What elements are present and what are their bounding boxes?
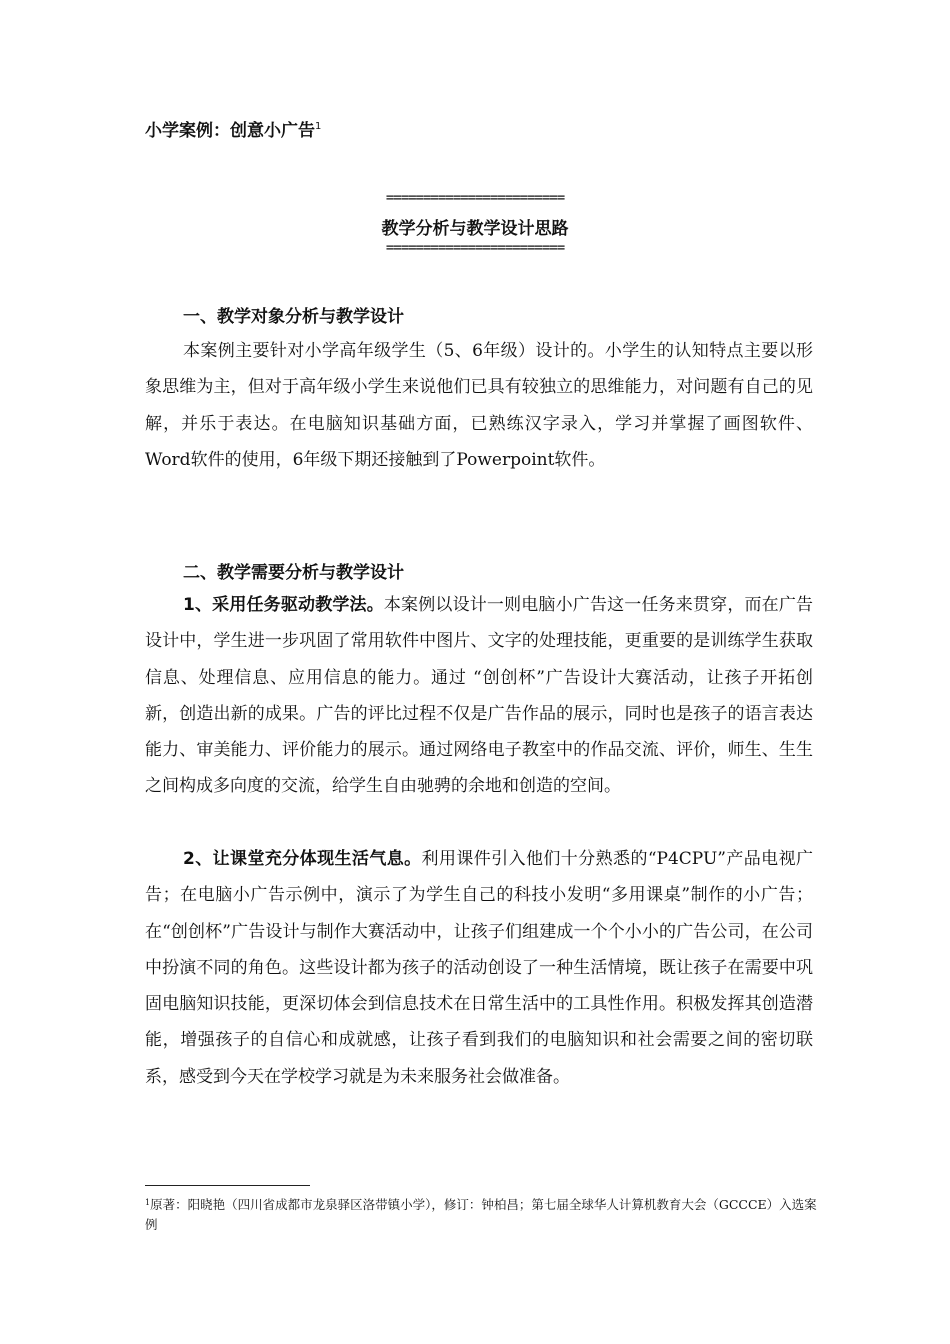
section2-heading: 二、教学需要分析与教学设计 [183, 563, 404, 583]
footnote-text: 原著：阳晓艳（四川省成都市龙泉驿区洛带镇小学），修订：钟柏昌；第七届全球华人计算机教育大会（GCCCE）入选案例 [145, 1197, 817, 1232]
banner-heading: 教学分析与教学设计思路 [381, 219, 569, 239]
banner-rule-top: ======================== [385, 190, 565, 206]
section2-item2-lead: 2、让课堂充分体现生活气息。 [183, 849, 422, 869]
section1-paragraph: 本案例主要针对小学高年级学生（5、6年级）设计的。小学生的认知特点主要以形象思维为主，但对于高年级小学生来说他们已具有较独立的思维能力，对问题有自己的见解，并乐于表达。在电脑知识基础方面，已熟练汉字录入，学习并掌握了画图软件、Word软件的使用，6年级下期还接触到了Powerpoint软件。 [145, 341, 813, 470]
section2-item1-body: 本案例以设计一则电脑小广告这一任务来贯穿，而在广告设计中，学生进一步巩固了常用软件中图片、文字的处理技能，更重要的是训练学生获取信息、处理信息、应用信息的能力。通过 “创创杯”广告设计大赛活动，让孩子开拓创新，创造出新的成果。广告的评比过程不仅是广告作品的展示，同时也是孩子的语言表达能力、审美能力、评价能力的展示。通过网络电子教室中的作品交流、评价，师生、生生之间构成多向度的交流，给学生自由驰骋的余地和创造的空间。 [145, 595, 814, 797]
footnote [145, 1193, 825, 1235]
section2-item2-paragraph [145, 841, 813, 1095]
section1-heading: 一、教学对象分析与教学设计 [183, 307, 404, 327]
section2-item2-body: 利用课件引入他们十分熟悉的“P4CPU”产品电视广告；在电脑小广告示例中，演示了为学生自己的科技小发明“多用课桌”制作的小广告；在“创创杯”广告设计与制作大赛活动中，让孩子们组建成一个个小小的广告公司，在公司中扮演不同的角色。这些设计都为孩子的活动创设了一种生活情境，既让孩子在需要中巩固电脑知识技能，更深切体会到信息技术在日常生活中的工具性作用。积极发挥其创造潜能，增强孩子的自信心和成就感，让孩子看到我们的电脑知识和社会需要之间的密切联系，感受到今天在学校学习就是为未来服务社会做准备。 [145, 849, 813, 1087]
footnote-reference[interactable]: 1 [315, 121, 322, 132]
footnote-mark: 1 [145, 1198, 151, 1207]
footnote-separator [145, 1185, 310, 1186]
section2-item1-paragraph [145, 587, 813, 805]
banner-rule-bottom: ======================== [385, 240, 565, 256]
section2-item1-lead: 1、采用任务驱动教学法。 [183, 595, 384, 615]
document-title [145, 116, 321, 141]
document-title-text: 小学案例：创意小广告 [145, 121, 315, 141]
